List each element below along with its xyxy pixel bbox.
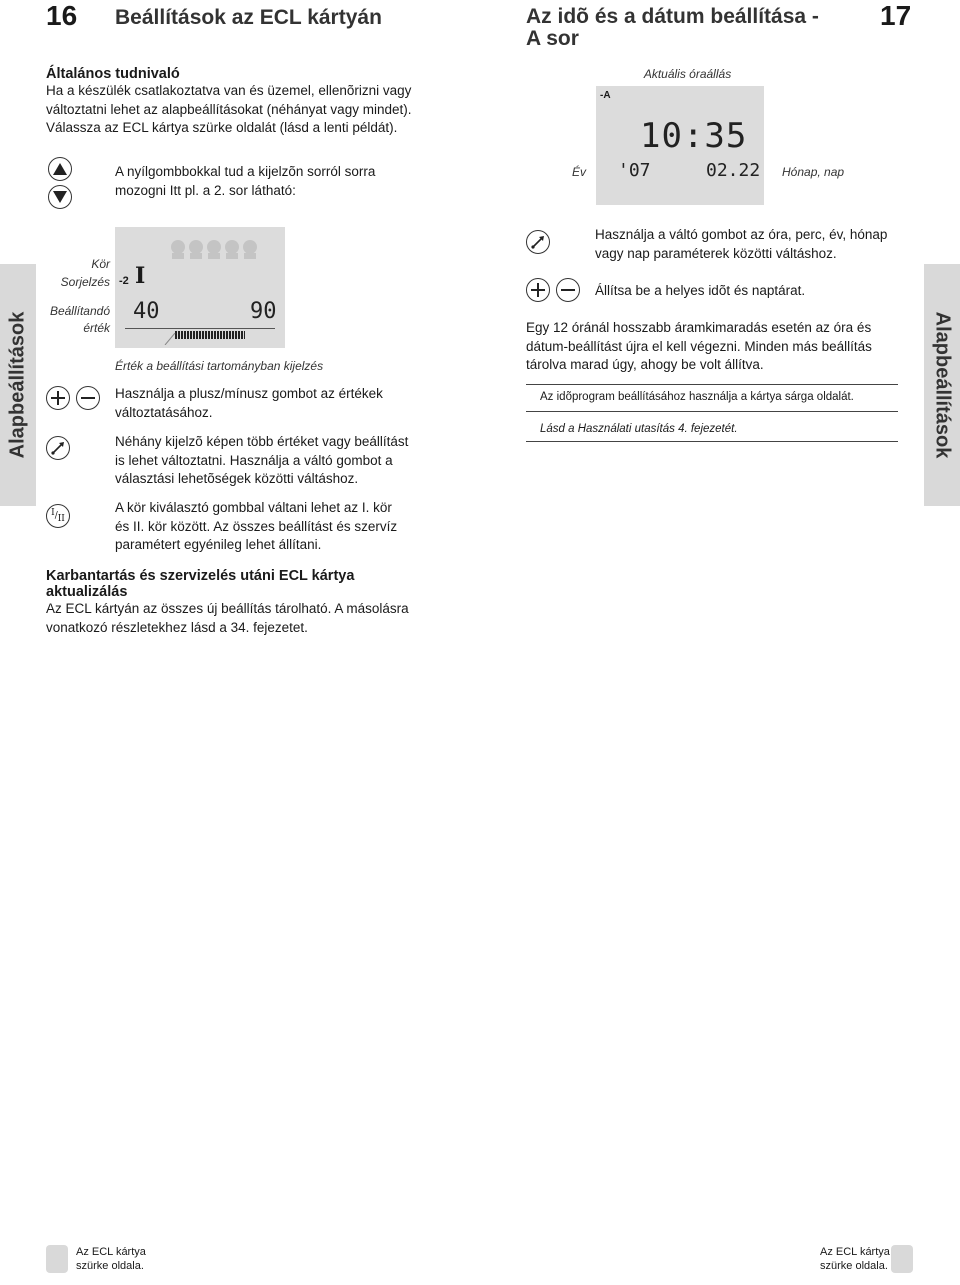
- ertek-label: érték: [83, 321, 110, 335]
- circuit-icon-top: I: [51, 508, 55, 518]
- right-shift-text: [595, 226, 887, 263]
- general-line: változtatni lehet az alapbeállításokat (néhányat vagy mindet).: [46, 101, 412, 117]
- circuit-line: A kör kiválasztó gombbal váltani lehet az I. kör: [115, 500, 392, 515]
- shift-button-icon: [46, 436, 70, 460]
- side-tab-right: [924, 264, 960, 506]
- footer-card-icon-left: [46, 1245, 68, 1273]
- note-text: Az idõprogram beállításához használja a kártya sárga oldalát.: [540, 391, 854, 403]
- pointer-line-icon: [163, 333, 177, 345]
- lcd-caption-right: Hónap, nap: [782, 165, 845, 179]
- footer-line: szürke oldala.: [820, 1260, 888, 1272]
- general-section: [46, 66, 466, 138]
- footer-line: Az ECL kártya: [820, 1246, 890, 1258]
- footer-card-icon-right: [891, 1245, 913, 1273]
- page-title-left: Beállítások az ECL kártyán: [115, 6, 382, 29]
- circuit-selector-icon: [46, 504, 70, 528]
- service-line: vonatkozó részletekhez lásd a 34. fejezetet.: [46, 619, 308, 635]
- power-line: dátum-beállítást újra el kell végezni. Minden más beállítás: [526, 338, 872, 354]
- value-right: 90: [250, 299, 277, 324]
- row-marker: -A: [600, 90, 611, 101]
- service-heading: Karbantartás és szervizelés utáni ECL kártya: [46, 568, 355, 584]
- heating-symbols-icon: [170, 233, 270, 263]
- plus-minus-buttons-right: [526, 278, 580, 302]
- footer-right: [820, 1245, 890, 1273]
- right-plusminus-text: Állítsa be a helyes idõt és naptárat.: [595, 283, 806, 298]
- page-title-right: [526, 6, 819, 50]
- range-bar: [175, 331, 245, 339]
- footer-line: szürke oldala.: [76, 1260, 144, 1272]
- plus-icon: [526, 278, 550, 302]
- side-tab-label: Alapbeállítások: [931, 311, 954, 459]
- side-tab-left: [0, 264, 36, 506]
- year-display: '07: [618, 160, 651, 181]
- up-arrow-button-icon: [48, 157, 72, 181]
- minus-icon: [556, 278, 580, 302]
- circuit-line: és II. kör között. Az összes beállítást és szervíz: [115, 518, 398, 534]
- circuit-line: paramétert egyénileg lehet állítani.: [115, 537, 322, 552]
- title-line: Az idõ és a dátum beállítása -: [526, 5, 819, 28]
- power-line: tárolva marad úgy, ahogy be volt állítva.: [526, 357, 764, 372]
- page-number-left: 16: [46, 0, 78, 31]
- arrows-line: A nyílgombbokkal tud a kijelzõn sorról sorra: [115, 164, 376, 179]
- general-line: Ha a készülék csatlakoztatva van és üzemel, ellenõrizni vagy: [46, 83, 412, 98]
- ref-text: Lásd a Használati utasítás 4. fejezetét.: [540, 423, 738, 435]
- range-caption: Érték a beállítási tartományban kijelzés: [115, 359, 324, 373]
- lcd-display-right: [596, 86, 764, 205]
- down-arrow-button-icon: [48, 185, 72, 209]
- general-line: Válassza az ECL kártya szürke oldalát (lásd a lenti példát).: [46, 120, 398, 135]
- circuit-text: [115, 499, 397, 555]
- row-marker: -2: [119, 275, 129, 287]
- ref-divider: [526, 441, 898, 442]
- value-left: 40: [133, 299, 160, 324]
- circuit-indicator: I: [135, 263, 146, 289]
- circuit-icon-slash: /: [54, 511, 58, 521]
- power-text: [526, 319, 872, 375]
- shift-text: [115, 433, 408, 489]
- footer-left: [76, 1245, 146, 1273]
- note-box: [526, 384, 898, 412]
- service-line: Az ECL kártyán az összes új beállítás tárolható. A másolásra: [46, 601, 409, 616]
- plus-minus-buttons: [46, 386, 100, 410]
- lcd-caption-left: Év: [572, 165, 587, 179]
- power-line: Egy 12 óránál hosszabb áramkimaradás esetén az óra és: [526, 320, 872, 335]
- service-heading: aktualizálás: [46, 584, 128, 600]
- time-display: 10:35: [640, 116, 748, 156]
- shift-button-icon: [526, 230, 550, 254]
- shift-line: választási lehetõségek közötti váltáshoz.: [115, 471, 359, 486]
- plusminus-text: [115, 385, 383, 422]
- right-shift-line: vagy nap paraméterek közötti váltáshoz.: [595, 245, 837, 261]
- arrows-line: mozogni Itt pl. a 2. sor látható:: [115, 182, 296, 198]
- general-heading: Általános tudnivaló: [46, 66, 180, 82]
- shift-line: is lehet változtatni. Használja a váltó gombot a: [115, 452, 393, 468]
- footer-line: Az ECL kártya: [76, 1246, 146, 1258]
- arrows-text: [115, 163, 375, 200]
- page-number-right: 17: [880, 0, 912, 31]
- shift-line: Néhány kijelzõ képen több értéket vagy beállítást: [115, 434, 409, 449]
- lcd-display-left: [115, 227, 285, 348]
- minus-icon: [76, 386, 100, 410]
- title-line: A sor: [526, 27, 579, 50]
- right-shift-line: Használja a váltó gombot az óra, perc, év, hónap: [595, 227, 888, 242]
- plusminus-line: változtatásához.: [115, 404, 213, 420]
- side-tab-label: Alapbeállítások: [6, 311, 29, 459]
- plusminus-line: Használja a plusz/mínusz gombot az értékek: [115, 386, 383, 401]
- lcd-caption-top: Aktuális óraállás: [643, 67, 732, 81]
- beallitando-label: Beállítandó: [49, 304, 110, 318]
- service-section: [46, 568, 466, 637]
- kor-label: Kör: [91, 257, 110, 271]
- range-line: [125, 328, 275, 329]
- plus-icon: [46, 386, 70, 410]
- sorjelzes-label: Sorjelzés: [60, 275, 110, 289]
- circuit-icon-bottom: II: [57, 514, 65, 524]
- date-display: 02.22: [706, 160, 761, 181]
